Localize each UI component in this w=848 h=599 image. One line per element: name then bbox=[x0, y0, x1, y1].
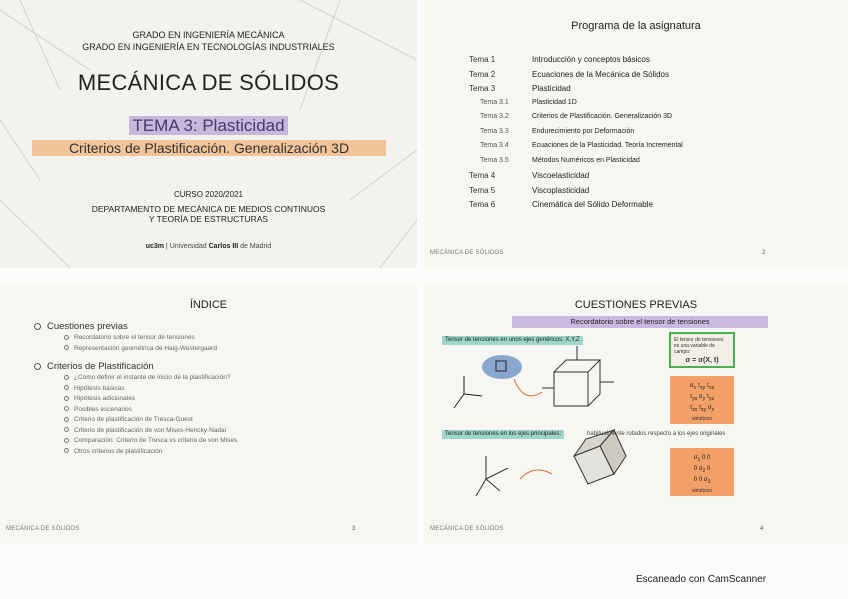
principal-matrix-box bbox=[670, 448, 734, 496]
field-variable-formula: σ = σ(X, t) bbox=[685, 357, 719, 364]
principal-axes-heading: Tensor de tensiones en los ejes principales: bbox=[442, 430, 564, 439]
indice-subitem-label: Comparación: Criterio de Tresca vs criterio de von Mises bbox=[74, 437, 238, 444]
bullet-icon bbox=[64, 396, 69, 401]
indice-subitem-label: Hipótesis adicionales bbox=[74, 395, 136, 402]
programa-item-number: Tema 1 bbox=[469, 55, 496, 64]
programa-item-number: Tema 4 bbox=[469, 171, 496, 180]
indice-subitem bbox=[64, 437, 237, 444]
tema-subtitle: Criterios de Plastificación. Generalización 3D bbox=[32, 140, 386, 156]
programa-item-text: Introducción y conceptos básicos bbox=[532, 55, 650, 64]
slide-footer: MECÁNICA DE SÓLIDOS bbox=[430, 526, 504, 532]
university-suffix: de Madrid bbox=[240, 243, 272, 250]
bullet-icon bbox=[64, 417, 69, 422]
banner-text: Recordatorio sobre el tensor de tensiones bbox=[512, 316, 768, 328]
body-ellipse bbox=[482, 355, 522, 379]
programa-item-number: Tema 3.2 bbox=[480, 113, 509, 120]
programa-item-text: Endurecimiento por Deformación bbox=[532, 127, 635, 135]
stress-matrix-principal: $\sigma_1$ 0 0 0 $\sigma_2$ 0 0 0 $\sigma_3$ bbox=[693, 455, 711, 486]
bullet-icon bbox=[64, 406, 69, 411]
scanner-watermark: Escaneado con CamScanner bbox=[636, 574, 767, 585]
indice-subitem-label: Otros criterios de plastificación bbox=[74, 447, 163, 455]
indice-subitem-label: Hipótesis básicas bbox=[74, 384, 125, 392]
programa-item-text: Criterios de Plastificación. Generalización 3D bbox=[532, 113, 673, 120]
bullet-icon bbox=[34, 363, 41, 370]
axes-principal bbox=[476, 456, 508, 496]
tensor-figures bbox=[424, 284, 848, 544]
stress-matrix-generic: $\sigma_x$ $\tau_{xy}$ $\tau_{xz}$ $\tau_{yx}$ $\sigma_y$ $\tau_{yz}$ $\tau_{zx}$ $\tau_{zy}$ $\sigma_z$ bbox=[689, 383, 715, 414]
indice-section-label: Cuestiones previas bbox=[47, 321, 128, 332]
indice-subitem bbox=[64, 395, 135, 402]
programa-item-text: Plasticidad 1D bbox=[532, 98, 577, 106]
indice-subitem bbox=[64, 448, 163, 455]
indice-section-label: Criterios de Plastificación bbox=[47, 361, 154, 372]
bullet-icon bbox=[64, 335, 69, 340]
slide-programa bbox=[424, 0, 848, 268]
slide-cuestiones-previas bbox=[424, 284, 848, 544]
programa-item-text: Viscoelasticidad bbox=[532, 171, 590, 180]
indice-subitem-label: ¿Cómo definir el instante de inicio de la plastificación? bbox=[74, 374, 231, 381]
stress-cube bbox=[554, 360, 600, 406]
field-variable-text: El tensor de tensiones es una variable de campo: bbox=[674, 337, 724, 355]
programa-item-text: Métodos Numéricos en Plasticidad bbox=[532, 156, 640, 164]
university-bold: Carlos III bbox=[208, 243, 239, 250]
department-line-1: DEPARTAMENTO DE MECÁNICA DE MEDIOS CONTINUOS bbox=[91, 204, 326, 214]
degree-line-2: GRADO EN INGENIERÍA EN TECNOLOGÍAS INDUSTRIALES bbox=[82, 42, 335, 52]
indice-subitem bbox=[64, 334, 195, 341]
indice-title: ÍNDICE bbox=[189, 299, 228, 311]
programa-item-number: Tema 3.1 bbox=[480, 98, 509, 106]
bullet-icon bbox=[64, 438, 69, 443]
university-word: Universidad bbox=[169, 243, 207, 250]
programa-item-number: Tema 3.4 bbox=[480, 142, 509, 149]
stress-arrows bbox=[542, 346, 614, 388]
programa-item-number: Tema 3.5 bbox=[480, 156, 509, 164]
slide-footer: MECÁNICA DE SÓLIDOS bbox=[430, 250, 504, 256]
bullet-icon bbox=[64, 345, 69, 350]
programa-item-number: Tema 3 bbox=[469, 84, 496, 93]
slide-footer: MECÁNICA DE SÓLIDOS bbox=[6, 526, 80, 532]
indice-subitem bbox=[64, 406, 132, 413]
department bbox=[0, 204, 417, 224]
programa-item-number: Tema 2 bbox=[469, 69, 496, 79]
bullet-icon bbox=[64, 427, 69, 432]
cuestiones-title: CUESTIONES PREVIAS bbox=[574, 299, 698, 311]
programa-item-number: Tema 3.3 bbox=[480, 127, 509, 135]
indice-subitem bbox=[64, 345, 217, 352]
bullet-icon bbox=[64, 385, 69, 390]
programa-item-number: Tema 6 bbox=[469, 200, 496, 209]
field-variable-box bbox=[669, 332, 735, 368]
indice-subitem-label: Recordatorio sobre el tensor de tensiones bbox=[74, 334, 195, 341]
programa-item-text: Viscoplasticidad bbox=[532, 185, 590, 195]
indice-subitem-label: Criterio de plastificación de von Mises-Hencky-Nadai bbox=[74, 426, 227, 434]
tema-text: TEMA 3: Plasticidad bbox=[129, 116, 287, 135]
stress-matrix-box bbox=[670, 376, 734, 424]
curso-label: CURSO 2020/2021 bbox=[174, 190, 243, 199]
tema-heading bbox=[0, 116, 417, 136]
slide-title bbox=[0, 0, 417, 268]
university-logo: uc3m | Universidad Carlos III de Madrid bbox=[145, 243, 272, 250]
degree-line-1: GRADO EN INGENIERÍA MECÁNICA bbox=[132, 30, 285, 40]
uc3m-mark: uc3m bbox=[145, 243, 164, 250]
indice-subitem bbox=[64, 374, 230, 381]
indice-subitem bbox=[64, 427, 226, 434]
programa-item-text: Ecuaciones de la Mecánica de Sólidos bbox=[532, 69, 669, 79]
programa-item-number: Tema 5 bbox=[469, 185, 496, 195]
bullet-icon bbox=[34, 323, 41, 330]
department-line-2: Y TEORÍA DE ESTRUCTURAS bbox=[148, 214, 269, 224]
indice-subitem-label: Representación geométrica de Haig-Westergaard bbox=[74, 344, 217, 352]
axes-xyz bbox=[454, 376, 482, 408]
indice-subitem bbox=[64, 385, 125, 392]
generic-axes-heading: Tensor de tensiones en unos ejes genéricos: X,Y,Z bbox=[442, 336, 583, 345]
simetrico-label-2: simétrico bbox=[691, 488, 712, 494]
simetrico-label-1: simétrico bbox=[691, 416, 712, 422]
programa-item-text: Ecuaciones de la Plasticidad. Teoría Incremental bbox=[532, 142, 683, 149]
indice-section bbox=[34, 361, 154, 372]
indice-subitem-label: Criterio de plastificación de Tresca-Guest bbox=[74, 416, 193, 423]
rotation-arrow bbox=[520, 470, 552, 479]
slide-number: 3 bbox=[352, 526, 356, 532]
indice-section bbox=[34, 321, 128, 332]
course-title: MECÁNICA DE SÓLIDOS bbox=[77, 70, 340, 95]
slide-number: 4 bbox=[760, 526, 764, 532]
bullet-icon bbox=[64, 448, 69, 453]
bullet-icon bbox=[64, 375, 69, 380]
principal-axes-note: habitualmente rotados respecto a los ejes originales bbox=[587, 431, 726, 437]
slide-indice bbox=[0, 284, 417, 544]
programa-item-text: Cinemática del Sólido Deformable bbox=[532, 200, 653, 209]
programa-item-text: Plasticidad bbox=[532, 84, 571, 93]
field-variable-inner bbox=[671, 334, 733, 366]
indice-subitem-label: Posibles escenarios bbox=[74, 405, 132, 413]
programa-title: Programa de la asignatura bbox=[571, 20, 701, 32]
indice-subitem bbox=[64, 416, 193, 423]
zoom-arrow bbox=[514, 379, 542, 396]
slide-number: 2 bbox=[762, 250, 766, 256]
